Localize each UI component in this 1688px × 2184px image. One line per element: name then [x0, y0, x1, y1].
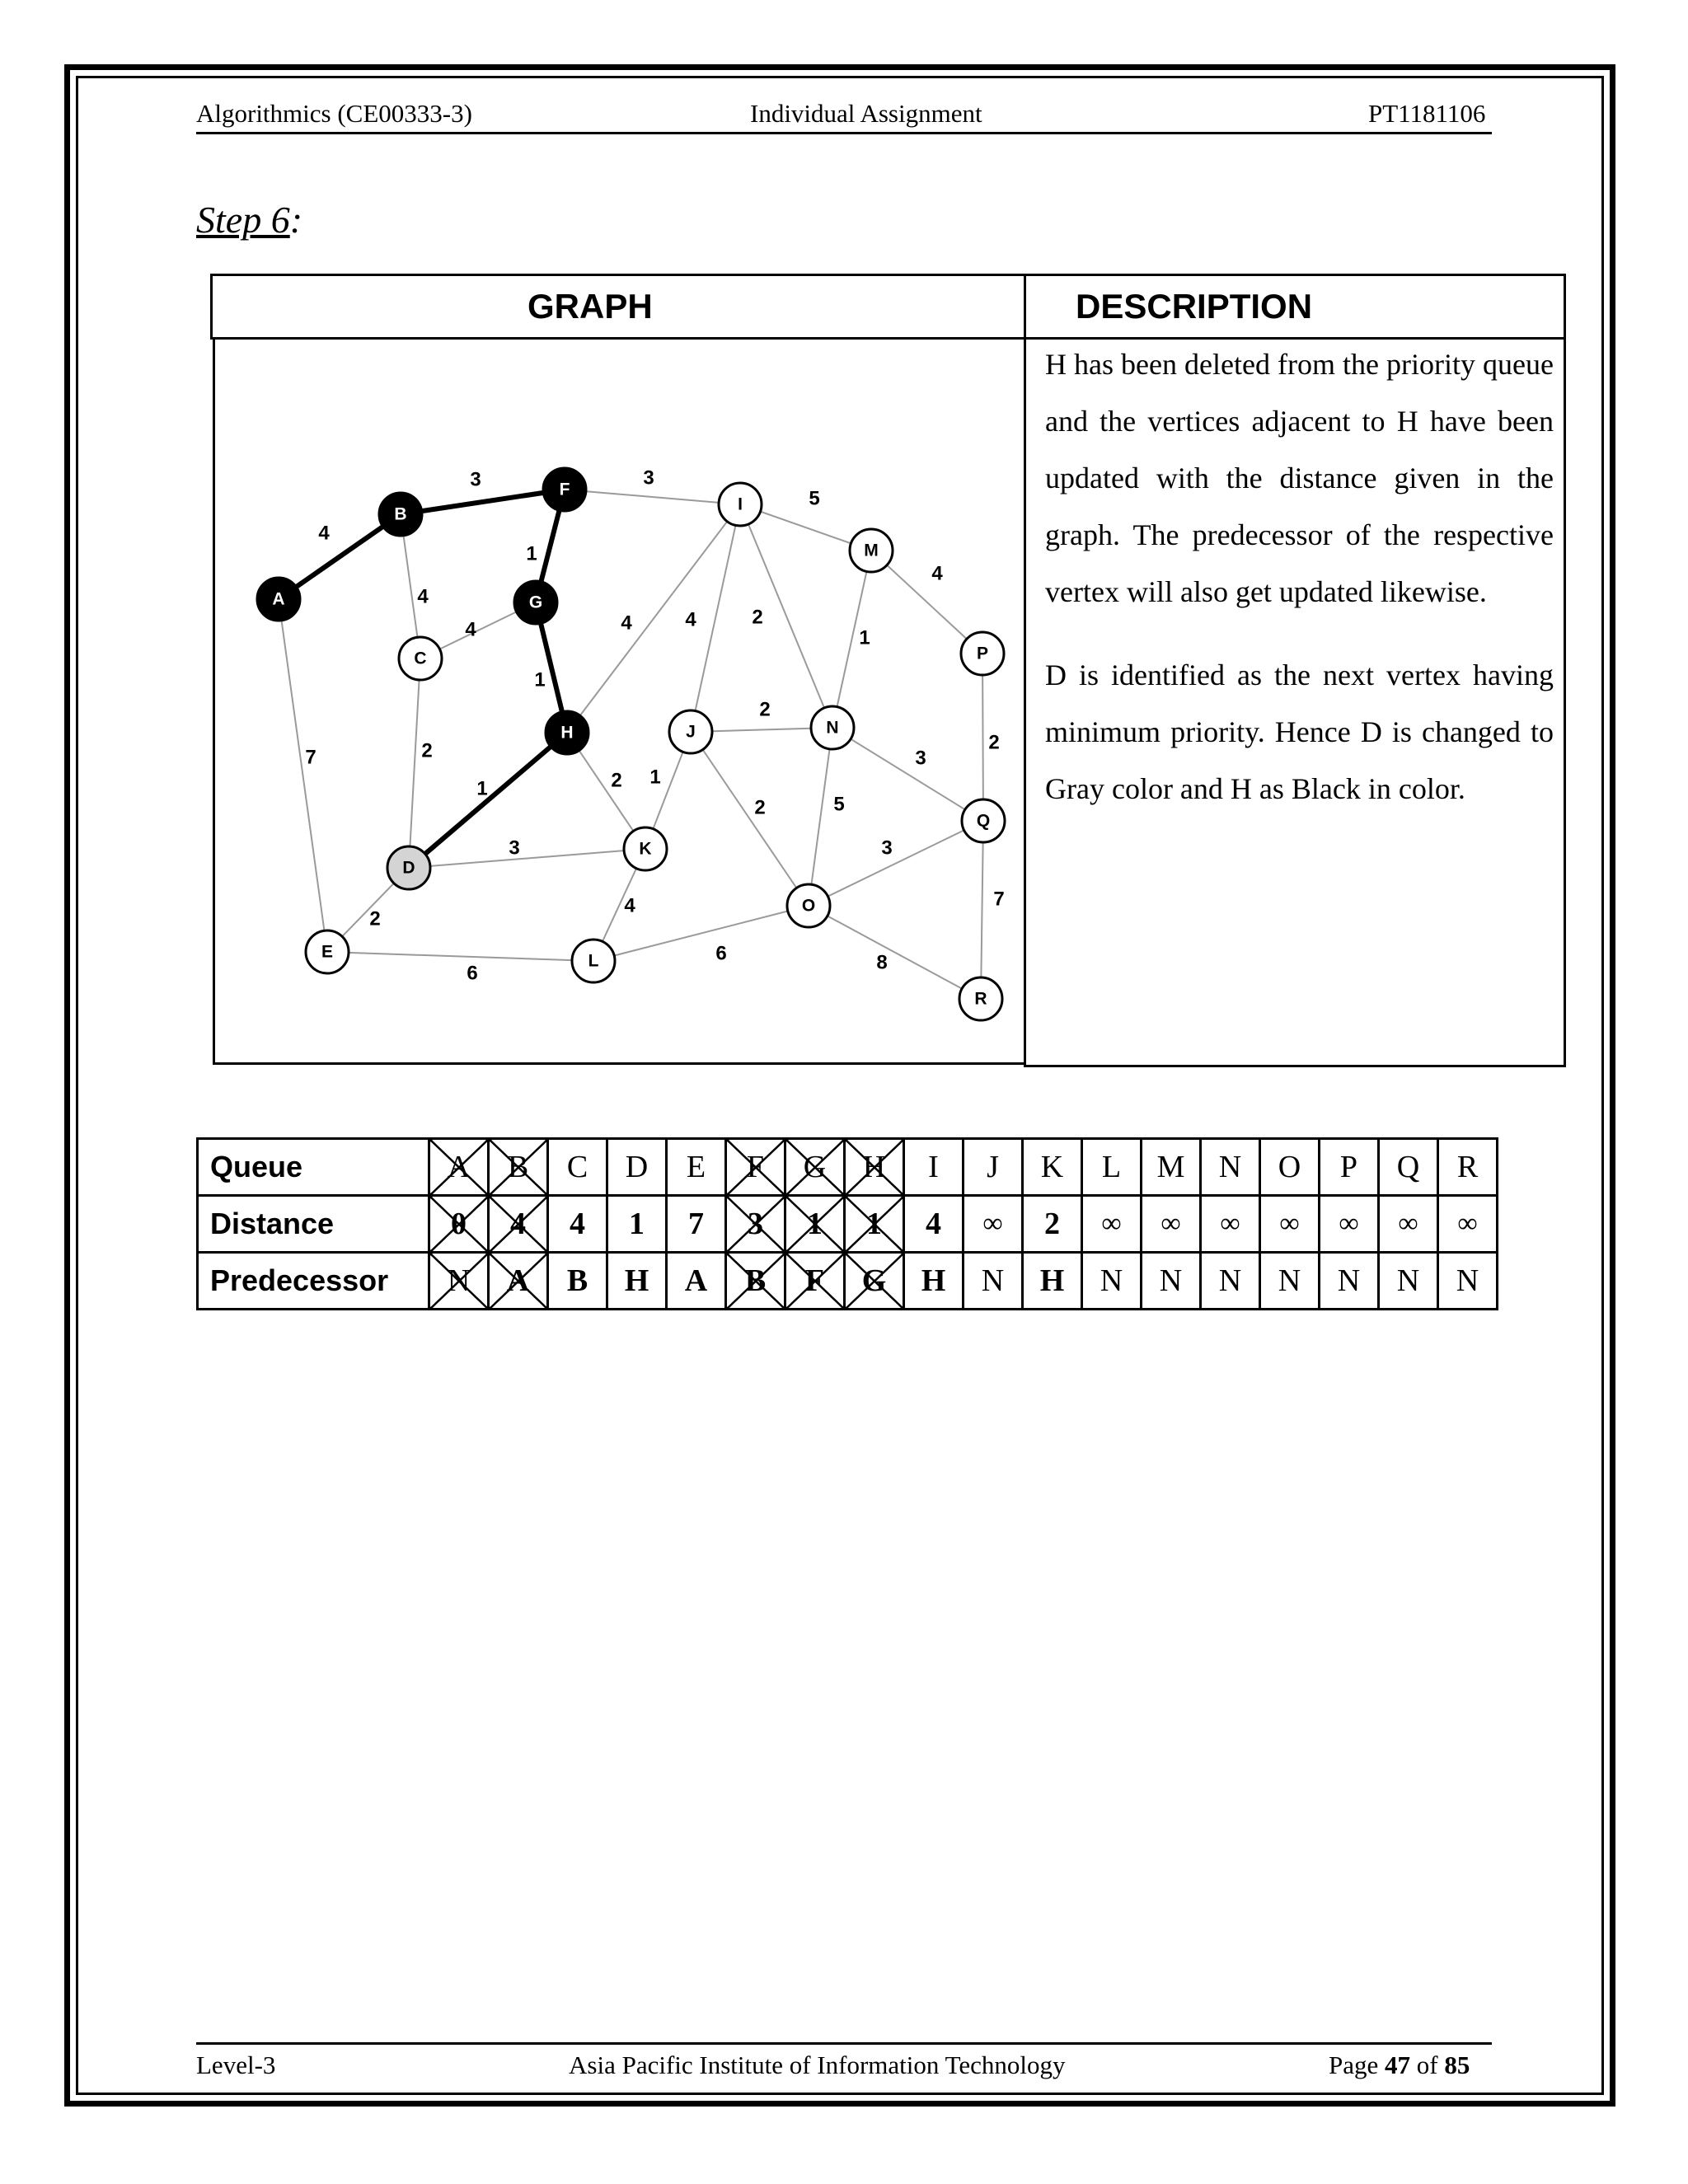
edge-J-O: [691, 732, 809, 906]
cell-queue-R: R: [1438, 1139, 1498, 1196]
node-F: [543, 468, 586, 511]
page-current: 47: [1385, 2050, 1411, 2079]
cell-predecessor-D: H: [607, 1253, 667, 1310]
description-paragraph-1: H has been deleted from the priority queue and the vertices adjacent to H have been updated with the distance given in the graph. The predecessor of the respective vertex will also get updated likewise.: [1045, 348, 1554, 608]
edge-weight-J-O: 2: [754, 796, 766, 819]
cell-distance-O: ∞: [1260, 1196, 1320, 1253]
cell-distance-R: ∞: [1438, 1196, 1498, 1253]
node-K: [624, 827, 667, 870]
cell-queue-N: N: [1201, 1139, 1260, 1196]
node-N: [811, 706, 854, 749]
edge-weight-P-Q: 2: [988, 731, 1000, 754]
edge-weight-I-N: 2: [752, 606, 763, 629]
cell-distance-K: 2: [1023, 1196, 1082, 1253]
edge-A-E: [279, 599, 327, 952]
cell-predecessor-O: N: [1260, 1253, 1320, 1310]
cell-queue-C: C: [548, 1139, 607, 1196]
node-B: [379, 493, 422, 536]
edge-weight-M-P: 4: [931, 562, 943, 585]
cell-distance-G: 1: [785, 1196, 845, 1253]
step-suffix: :: [289, 199, 303, 241]
edge-weight-H-I: 4: [621, 612, 632, 635]
cell-predecessor-N: N: [1201, 1253, 1260, 1310]
node-label-M: M: [864, 541, 879, 560]
node-E: [306, 930, 349, 973]
page-prefix: Page: [1329, 2050, 1386, 2079]
cell-predecessor-E: A: [667, 1253, 726, 1310]
node-J: [669, 710, 712, 753]
edge-B-F: [401, 490, 565, 514]
cell-distance-I: 4: [904, 1196, 964, 1253]
edge-weight-I-M: 5: [809, 487, 820, 510]
cell-predecessor-M: N: [1142, 1253, 1201, 1310]
node-D: [387, 846, 430, 889]
node-label-N: N: [826, 718, 839, 738]
edge-weight-F-I: 3: [643, 466, 654, 490]
queue-row: [198, 1139, 1498, 1196]
cell-predecessor-H: G: [845, 1253, 904, 1310]
edge-weight-G-H: 1: [534, 668, 546, 691]
header-course: Algorithmics (CE00333-3): [196, 99, 472, 128]
cell-distance-Q: ∞: [1379, 1196, 1438, 1253]
footer-page-number: [1329, 2050, 1470, 2080]
edge-Q-R: [981, 821, 983, 999]
cell-predecessor-C: B: [548, 1253, 607, 1310]
cell-predecessor-P: N: [1320, 1253, 1379, 1310]
cell-queue-O: O: [1260, 1139, 1320, 1196]
node-Q: [962, 799, 1005, 842]
edge-weight-H-K: 2: [611, 769, 622, 792]
footer-rule: [196, 2042, 1492, 2045]
node-label-B: B: [394, 504, 407, 524]
edge-D-K: [409, 849, 645, 868]
node-M: [850, 529, 893, 572]
node-G: [514, 581, 557, 624]
cell-distance-E: 7: [667, 1196, 726, 1253]
cell-queue-P: P: [1320, 1139, 1379, 1196]
description-header: DESCRIPTION: [1076, 287, 1313, 326]
edge-weight-C-G: 4: [465, 618, 476, 641]
cell-distance-A: 0: [429, 1196, 489, 1253]
page-mid: of: [1410, 2050, 1445, 2079]
node-label-D: D: [402, 858, 415, 878]
cell-queue-I: I: [904, 1139, 964, 1196]
edge-weight-D-E: 2: [369, 907, 381, 930]
node-L: [572, 940, 615, 982]
node-I: [719, 483, 762, 526]
node-O: [787, 884, 830, 927]
node-label-L: L: [588, 951, 599, 971]
edge-weight-D-K: 3: [509, 837, 520, 860]
node-label-E: E: [321, 942, 334, 962]
edge-F-I: [565, 490, 740, 504]
cell-distance-H: 1: [845, 1196, 904, 1253]
edge-weight-N-O: 5: [833, 793, 845, 816]
cell-distance-M: ∞: [1142, 1196, 1201, 1253]
node-C: [399, 637, 442, 680]
node-R: [959, 977, 1002, 1020]
node-label-K: K: [639, 839, 652, 859]
edge-weight-H-D: 1: [476, 777, 488, 800]
cell-predecessor-F: B: [726, 1253, 785, 1310]
cell-distance-J: ∞: [964, 1196, 1023, 1253]
predecessor-row: [198, 1253, 1498, 1310]
edge-weight-J-N: 2: [759, 698, 771, 721]
edge-weight-N-Q: 3: [915, 747, 926, 770]
cell-predecessor-R: N: [1438, 1253, 1498, 1310]
distance-row-label: Distance: [198, 1196, 429, 1253]
header-assignment: Individual Assignment: [750, 99, 982, 128]
cell-queue-F: F: [726, 1139, 785, 1196]
cell-queue-E: E: [667, 1139, 726, 1196]
cell-distance-N: ∞: [1201, 1196, 1260, 1253]
edge-weight-A-B: 4: [318, 522, 330, 545]
edge-O-R: [809, 906, 981, 999]
node-label-G: G: [528, 593, 543, 612]
cell-distance-P: ∞: [1320, 1196, 1379, 1253]
node-label-R: R: [974, 989, 987, 1009]
cell-predecessor-B: A: [489, 1253, 548, 1310]
page-total: 85: [1444, 2050, 1470, 2079]
edge-O-Q: [809, 821, 983, 906]
node-label-A: A: [272, 589, 285, 609]
edge-N-O: [809, 728, 832, 906]
node-label-C: C: [414, 649, 427, 668]
node-label-I: I: [738, 494, 743, 514]
node-label-Q: Q: [976, 811, 991, 831]
cell-queue-H: H: [845, 1139, 904, 1196]
node-label-F: F: [559, 480, 570, 499]
cell-predecessor-A: N: [429, 1253, 489, 1310]
cell-queue-G: G: [785, 1139, 845, 1196]
predecessor-row-label: Predecessor: [198, 1253, 429, 1310]
graph-header: GRAPH: [528, 287, 653, 326]
cell-distance-L: ∞: [1082, 1196, 1142, 1253]
cell-queue-K: K: [1023, 1139, 1082, 1196]
node-H: [546, 711, 588, 754]
edge-weight-J-K: 1: [649, 766, 661, 789]
edge-weight-B-F: 3: [470, 468, 481, 491]
node-label-P: P: [976, 644, 989, 663]
cell-predecessor-K: H: [1023, 1253, 1082, 1310]
cell-queue-M: M: [1142, 1139, 1201, 1196]
cell-queue-Q: Q: [1379, 1139, 1438, 1196]
edge-weight-M-N: 1: [859, 626, 870, 649]
edge-I-J: [691, 504, 740, 732]
edge-weight-K-L: 4: [624, 894, 635, 917]
edge-C-D: [409, 658, 420, 868]
queue-row-label: Queue: [198, 1139, 429, 1196]
node-label-H: H: [560, 723, 574, 743]
edge-weight-F-G: 1: [526, 542, 537, 565]
cell-queue-D: D: [607, 1139, 667, 1196]
edge-M-P: [871, 551, 982, 654]
edge-weight-O-Q: 3: [881, 837, 893, 860]
priority-queue-table: [196, 1137, 1498, 1310]
cell-predecessor-Q: N: [1379, 1253, 1438, 1310]
cell-distance-F: 3: [726, 1196, 785, 1253]
header-student-id: PT1181106: [1368, 99, 1486, 128]
cell-distance-B: 4: [489, 1196, 548, 1253]
edge-weight-L-O: 6: [715, 942, 727, 965]
edge-weight-B-C: 4: [417, 585, 429, 608]
distance-row: [198, 1196, 1498, 1253]
edge-N-Q: [832, 728, 983, 821]
edge-weight-A-E: 7: [305, 746, 316, 769]
edge-E-L: [327, 952, 593, 961]
node-A: [257, 578, 300, 621]
edge-weight-O-R: 8: [876, 951, 888, 974]
description-text: [1045, 336, 1554, 844]
node-label-O: O: [801, 896, 816, 916]
cell-distance-C: 4: [548, 1196, 607, 1253]
edge-weight-C-D: 2: [421, 739, 433, 762]
node-P: [961, 632, 1004, 675]
edge-weight-Q-R: 7: [993, 888, 1005, 911]
step-label: Step 6: [196, 199, 290, 241]
description-paragraph-2: D is identified as the next vertex having minimum priority. Hence D is changed to Gray color and H as Black in color.: [1045, 658, 1554, 805]
footer-level: Level-3: [196, 2050, 276, 2079]
edge-H-D: [409, 733, 567, 868]
edge-weight-E-L: 6: [467, 962, 478, 985]
cell-predecessor-G: F: [785, 1253, 845, 1310]
edge-H-I: [567, 504, 740, 733]
edge-weight-I-J: 4: [685, 608, 696, 631]
cell-queue-L: L: [1082, 1139, 1142, 1196]
footer-institute: Asia Pacific Institute of Information Technology: [569, 2050, 1066, 2079]
edge-P-Q: [982, 654, 983, 821]
node-label-J: J: [686, 722, 696, 742]
cell-queue-A: A: [429, 1139, 489, 1196]
cell-queue-J: J: [964, 1139, 1023, 1196]
cell-predecessor-L: N: [1082, 1253, 1142, 1310]
cell-predecessor-J: N: [964, 1253, 1023, 1310]
cell-predecessor-I: H: [904, 1253, 964, 1310]
cell-distance-D: 1: [607, 1196, 667, 1253]
cell-queue-B: B: [489, 1139, 548, 1196]
